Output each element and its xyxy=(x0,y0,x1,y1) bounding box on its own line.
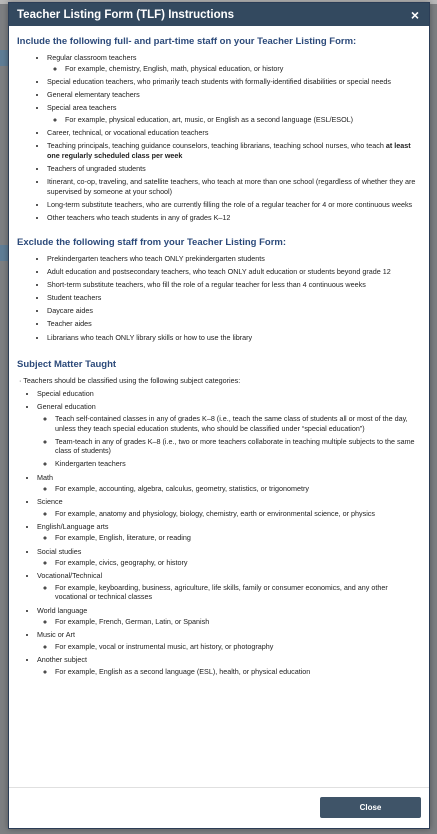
list-item xyxy=(37,389,421,399)
sub-list xyxy=(37,583,421,602)
exclude-list xyxy=(17,254,421,342)
sub-list-item: ◦ Kindergarten teachers xyxy=(55,459,421,469)
subject-intro: · Teachers should be classified using the following subject categories: xyxy=(19,375,241,385)
list-item-text: Special education teachers, who primarily teach students with formally-identified disabilities or special needs xyxy=(47,77,391,87)
list-item xyxy=(47,77,421,87)
modal-body xyxy=(9,26,429,676)
list-item xyxy=(47,177,421,196)
list-item-text: Math xyxy=(37,472,53,482)
list-item xyxy=(37,473,421,494)
list-item xyxy=(37,606,421,627)
list-item xyxy=(37,630,421,651)
list-item xyxy=(47,53,421,74)
sub-list-item: ◦ For example, keyboarding, business, agriculture, life skills, family or consumer economics, and any other vocational or technical classes xyxy=(55,583,421,602)
include-list xyxy=(17,53,421,223)
sub-list xyxy=(37,667,421,677)
list-item: • Prekindergarten teachers who teach ONLY prekindergarten students xyxy=(47,254,421,264)
list-item xyxy=(37,402,421,469)
list-item-text: Special education xyxy=(37,389,94,399)
list-item-text: English/Language arts xyxy=(37,521,109,531)
list-item-text: Itinerant, co-op, traveling, and satellite teachers, who teach at more than one school (regardless of whether they are supervised by someone at your school) xyxy=(47,177,416,196)
sub-list xyxy=(37,509,421,519)
list-item xyxy=(47,213,421,223)
sub-list-item: ◦ For example, chemistry, English, math, physical education, or history xyxy=(65,64,421,74)
modal-header xyxy=(9,3,429,26)
list-item-text: World language xyxy=(37,605,88,615)
modal-footer xyxy=(9,787,429,828)
list-item: • Daycare aides xyxy=(47,306,421,316)
list-item-text: Other teachers who teach students in any of grades K–12 xyxy=(47,212,231,222)
sub-list xyxy=(37,617,421,627)
background-tab xyxy=(0,50,8,66)
sub-list xyxy=(47,115,421,125)
sub-list-item: ◦ Teach self-contained classes in any of grades K–8 (i.e., teach the same class of students all or most of the day, unless they teach special education students, who should be classified under “special education”) xyxy=(55,414,421,433)
list-item: • Teacher aides xyxy=(47,319,421,329)
list-item-text: Teachers of ungraded students xyxy=(47,163,146,173)
list-item: • Adult education and postsecondary teachers, who teach ONLY adult education or students beyond grade 12 xyxy=(47,267,421,277)
exclude-heading: Exclude the following staff from your Teacher Listing Form: xyxy=(17,237,287,249)
list-item xyxy=(47,128,421,138)
sub-list-item: ◦ For example, vocal or instrumental music, art history, or photography xyxy=(55,642,421,652)
modal-title: Teacher Listing Form (TLF) Instructions xyxy=(17,8,235,21)
list-item-text: General education xyxy=(37,402,96,412)
sub-list-item: ◦ For example, anatomy and physiology, biology, chemistry, earth or environmental science, or physics xyxy=(55,509,421,519)
sub-list-item: ◦ For example, English as a second language (ESL), health, or physical education xyxy=(55,667,421,677)
close-icon[interactable]: × xyxy=(410,6,419,23)
list-item xyxy=(47,164,421,174)
sub-list-item: ◦ For example, civics, geography, or history xyxy=(55,558,421,568)
list-item xyxy=(37,497,421,518)
list-item xyxy=(37,547,421,568)
background-tab xyxy=(0,245,8,261)
list-item xyxy=(47,141,421,160)
subject-list xyxy=(17,389,421,676)
list-item xyxy=(47,200,421,210)
list-item xyxy=(37,522,421,543)
sub-list-item: ◦ Team-teach in any of grades K–8 (i.e., two or more teachers collaborate in teaching multiple subjects to the same class of students) xyxy=(55,437,421,456)
list-item-text: Teaching principals, teaching guidance counselors, teaching librarians, teaching school nurses, who teach xyxy=(47,141,386,151)
sub-list xyxy=(47,64,421,74)
subject-heading: Subject Matter Taught xyxy=(17,359,117,371)
list-item-text: Special area teachers xyxy=(47,103,117,113)
list-item-text: Music or Art xyxy=(37,630,75,640)
list-item: • Librarians who teach ONLY library skills or how to use the library xyxy=(47,333,421,343)
list-item xyxy=(37,571,421,602)
include-heading: Include the following full- and part-time staff on your Teacher Listing Form: xyxy=(17,36,357,47)
list-item-text: Vocational/Technical xyxy=(37,571,103,581)
list-item-text: Career, technical, or vocational education teachers xyxy=(47,128,209,138)
sub-list xyxy=(37,414,421,469)
list-item: • Student teachers xyxy=(47,293,421,303)
list-item-text: Social studies xyxy=(37,546,82,556)
sub-list xyxy=(37,484,421,494)
list-item xyxy=(47,90,421,100)
list-item xyxy=(47,103,421,124)
list-item: • Short-term substitute teachers, who fill the role of a regular teacher for less than 4 continuous weeks xyxy=(47,280,421,290)
list-item-text: Science xyxy=(37,497,63,507)
sub-list-item: ◦ For example, French, German, Latin, or Spanish xyxy=(55,617,421,627)
list-item-text: General elementary teachers xyxy=(47,90,140,100)
sub-list-item: ◦ For example, English, literature, or reading xyxy=(55,533,421,543)
list-item-text: Another subject xyxy=(37,654,87,664)
list-item-text: Long-term substitute teachers, who are currently filling the role of a regular teacher for 4 or more continuous weeks xyxy=(47,199,413,209)
close-button[interactable]: Close xyxy=(320,797,421,818)
list-item-text: Regular classroom teachers xyxy=(47,52,137,62)
sub-list xyxy=(37,533,421,543)
list-item xyxy=(37,655,421,676)
sub-list-item: ◦ For example, accounting, algebra, calculus, geometry, statistics, or trigonometry xyxy=(55,484,421,494)
sub-list xyxy=(37,642,421,652)
list-item-emphasis: at least one regularly scheduled class per week xyxy=(47,141,411,160)
sub-list-item: ◦ For example, physical education, art, music, or English as a second language (ESL/ESOL) xyxy=(65,115,421,125)
sub-list xyxy=(37,558,421,568)
tlf-instructions-modal xyxy=(8,2,430,829)
